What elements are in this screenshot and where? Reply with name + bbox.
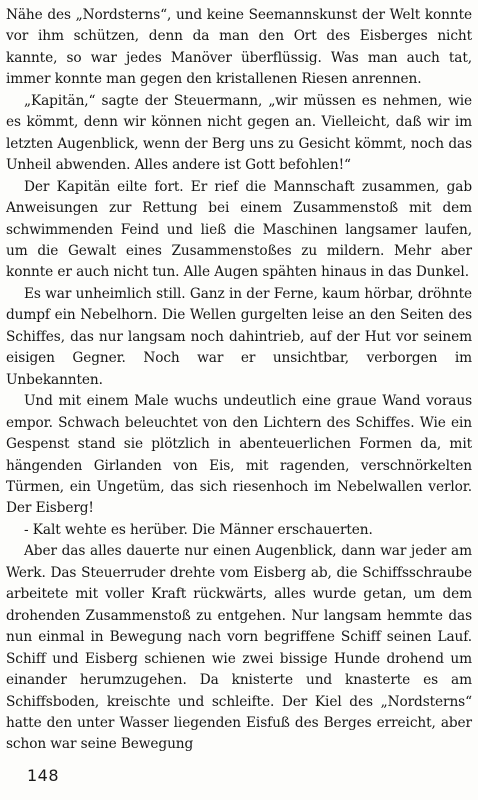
paragraph-5: Und mit einem Male wuchs undeutlich eine graue Wand voraus empor. Schwach beleuchtet von den Lichtern des Schiffes. Wie ein Gespenst stand sie plötzlich in abenteuerlichen Formen da, mit hängenden Girlanden von Eis, mit ragenden, verschnörkelten Türmen, ein Ungetüm, das sich riesenhoch im Nebelwallen verlor. Der Eisberg!	[6, 393, 472, 517]
paragraph-6: - Kalt wehte es herüber. Die Männer erschauerten.	[24, 521, 373, 538]
paragraph-7: Aber das alles dauerte nur einen Augenblick, dann war jeder am Werk. Das Steuerruder drehte vom Eisberg ab, die Schiffsschraube arbeitete mit voller Kraft rückwärts, alles wurde getan, um dem drohenden Zusammenstoß zu entgehen. Nur langsam hemmte das nun einmal in Bewegung nach vorn begriffene Schiff seinen Lauf. Schiff und Eisberg schienen wie zwei bissige Hunde drohend um einander herumzugehen. Da knisterte und knasterte es am Schiffsboden, kreischte und schleifte. Der Kiel des „Nordsterns“ hatte den unter Wasser liegenden Eisfuß des Berges erreicht, aber schon war seine Bewegung	[6, 543, 472, 753]
paragraph-2: „Kapitän,“ sagte der Steuermann, „wir müssen es nehmen, wie es kömmt, denn wir können nicht gegen an. Vielleicht, daß wir im letzten Augenblick, wenn der Berg uns zu Gesicht kömmt, noch das Unheil abwenden. Alles andere ist Gott befohlen!“	[6, 92, 472, 174]
page-body-text	[6, 5, 472, 756]
paragraph-3: Der Kapitän eilte fort. Er rief die Mannschaft zusammen, gab Anweisungen zur Rettung bei einem Zusammenstoß mit dem schwimmenden Feind und ließ die Maschinen langsamer laufen, um die Gewalt eines Zusammenstoßes zu mildern. Mehr aber konnte er auch nicht tun. Alle Augen spähten hinaus in das Dunkel.	[6, 178, 472, 281]
page-number: 148	[27, 766, 60, 785]
paragraph-4: Es war unheimlich still. Ganz in der Ferne, kaum hörbar, dröhnte dumpf ein Nebelhorn. Die Wellen gurgelten leise an den Seiten des Schiffes, das nur langsam noch dahintrieb, auf der Hut vor seinem eisigen Gegner. Noch war er unsichtbar, verborgen im Unbekannten.	[6, 285, 472, 388]
paragraph-1: Nähe des „Nordsterns“, und keine Seemannskunst der Welt konnte vor ihm schützen, denn da man den Ort des Eisberges nicht kannte, so war jedes Manöver überflüssig. Was man auch tat, immer konnte man gegen den kristallenen Riesen anrennen.	[6, 7, 472, 88]
